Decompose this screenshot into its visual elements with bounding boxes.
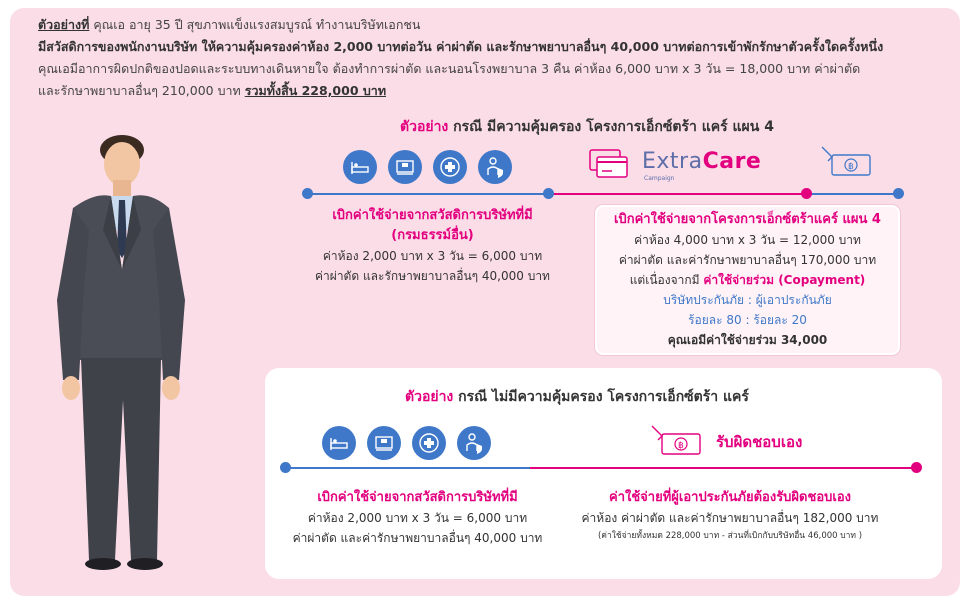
example2-title bbox=[405, 386, 749, 408]
benefits-room: ค่าห้อง 2,000 บาท x 3 วัน = 6,000 บาท bbox=[322, 249, 543, 263]
selfpay-note: (ค่าใช้จ่ายทั้งหมด 228,000 บาท - ส่วนที่เบิกกับบริษัทอื่น 46,000 บาท ) bbox=[597, 531, 863, 541]
intro-line3: คุณเอมีอาการผิดปกติของปอดและระบบทางเดินหายใจ ต้องทำการผ่าตัด และนอนโรงพยาบาล 3 คืน ค่าห้อง 6,000 บาท x 3 วัน = 18,000 บาท ค่าผ่าตัด bbox=[38, 61, 861, 76]
example2-self-pay bbox=[560, 488, 900, 544]
self-pay-label: รับผิดชอบเอง bbox=[716, 433, 803, 451]
extracare-title: เบิกค่าใช้จ่ายจากโครงการเอ็กซ์ตร้าแคร์ แผน 4 bbox=[614, 212, 881, 227]
benefits2-surgery: ค่าผ่าตัด และค่ารักษาพยาบาลอื่นๆ 40,000 บาท bbox=[292, 531, 543, 545]
logo-care: Care bbox=[702, 149, 762, 174]
selfpay-line: ค่าห้อง ค่าผ่าตัด และค่ารักษาพยาบาลอื่นๆ 182,000 บาท bbox=[581, 511, 879, 525]
copay-label: ค่าใช้จ่ายร่วม (Copayment) bbox=[703, 273, 866, 287]
timeline2-dot bbox=[911, 462, 922, 473]
logo-sub: Campaign bbox=[644, 175, 675, 182]
example2-title-text: กรณี ไม่มีความคุ้มครอง โครงการเอ็กซ์ตร้า แคร์ bbox=[453, 389, 749, 405]
svg-text:฿: ฿ bbox=[848, 162, 854, 172]
patient-bed-icon bbox=[367, 426, 401, 460]
logo-extra: Extra bbox=[642, 149, 703, 174]
extracare-logo bbox=[642, 149, 762, 182]
copay-amount: คุณเอมีค่าใช้จ่ายร่วม 34,000 bbox=[667, 333, 828, 347]
selfpay-title: ค่าใช้จ่ายที่ผู้เอาประกันภัยต้องรับผิดชอบเอง bbox=[609, 490, 851, 505]
extracare-surgery: ค่าผ่าตัด และค่ารักษาพยาบาลอื่นๆ 170,000 บาท bbox=[618, 253, 877, 267]
intro-total: รวมทั้งสิ้น 228,000 บาท bbox=[244, 83, 387, 98]
timeline1-dot bbox=[543, 188, 554, 199]
copay-ratio-label: บริษัทประกันภัย : ผู้เอาประกันภัย bbox=[663, 293, 832, 307]
timeline1-blue-end-line bbox=[806, 193, 898, 195]
benefits-surgery: ค่าผ่าตัด และรักษาพยาบาลอื่นๆ 40,000 บาท bbox=[315, 269, 550, 283]
timeline1-pink-line bbox=[548, 193, 806, 195]
example1-title-text: กรณี มีความคุ้มครอง โครงการเอ็กซ์ตร้า แคร์ แผน 4 bbox=[448, 119, 774, 135]
timeline2-pink-line bbox=[530, 467, 916, 469]
credit-card-icon bbox=[588, 146, 630, 182]
intro-line4: และรักษาพยาบาลอื่นๆ 210,000 บาท bbox=[38, 83, 245, 98]
hospital-bed-icon bbox=[343, 150, 377, 184]
baht-cash-icon bbox=[818, 141, 874, 181]
timeline2-dot bbox=[280, 462, 291, 473]
benefits-title: เบิกค่าใช้จ่ายจากสวัสดิการบริษัทที่มี bbox=[332, 208, 533, 223]
example1-company-benefits bbox=[290, 206, 575, 286]
benefits2-title: เบิกค่าใช้จ่ายจากสวัสดิการบริษัทที่มี bbox=[317, 490, 518, 505]
medical-cross-icon bbox=[433, 150, 467, 184]
svg-text:฿: ฿ bbox=[678, 441, 684, 451]
person-shield-icon bbox=[478, 150, 512, 184]
intro-line1: คุณเอ อายุ 35 ปี สุขภาพแข็งแรงสมบูรณ์ ทำงานบริษัทเอกชน bbox=[89, 17, 421, 32]
example1-prefix: ตัวอย่าง bbox=[400, 119, 449, 135]
intro-line2: มีสวัสดิการของพนักงานบริษัท ให้ความคุ้มครองค่าห้อง 2,000 บาทต่อวัน ค่าผ่าตัด และรักษาพยาบาลอื่นๆ 40,000 บาทต่อการเข้าพักรักษาตัวครั้งใดครั้งหนึ่ง bbox=[38, 39, 884, 54]
example1-title bbox=[400, 116, 774, 138]
intro-label: ตัวอย่างที่ bbox=[38, 17, 90, 32]
timeline1-dot bbox=[801, 188, 812, 199]
extracare-room: ค่าห้อง 4,000 บาท x 3 วัน = 12,000 บาท bbox=[634, 233, 861, 247]
intro-text bbox=[38, 14, 928, 102]
medical-cross-icon bbox=[412, 426, 446, 460]
example2-company-benefits bbox=[275, 488, 560, 548]
copay-prefix: แต่เนื่องจากมี bbox=[629, 273, 704, 287]
businessman-illustration bbox=[45, 130, 195, 575]
timeline1-dot bbox=[893, 188, 904, 199]
copay-ratio: ร้อยละ 80 : ร้อยละ 20 bbox=[688, 313, 807, 327]
hospital-bed-icon bbox=[322, 426, 356, 460]
timeline1-blue-line bbox=[308, 193, 548, 195]
timeline1-dot bbox=[302, 188, 313, 199]
benefits2-room: ค่าห้อง 2,000 บาท x 3 วัน = 6,000 บาท bbox=[307, 511, 528, 525]
person-shield-icon bbox=[457, 426, 491, 460]
patient-bed-icon bbox=[388, 150, 422, 184]
baht-cash-icon bbox=[648, 422, 704, 462]
benefits-subtitle: (กรมธรรม์อื่น) bbox=[391, 228, 474, 243]
example1-extracare-box bbox=[595, 205, 900, 355]
timeline2-blue-line bbox=[286, 467, 530, 469]
example2-prefix: ตัวอย่าง bbox=[405, 389, 454, 405]
